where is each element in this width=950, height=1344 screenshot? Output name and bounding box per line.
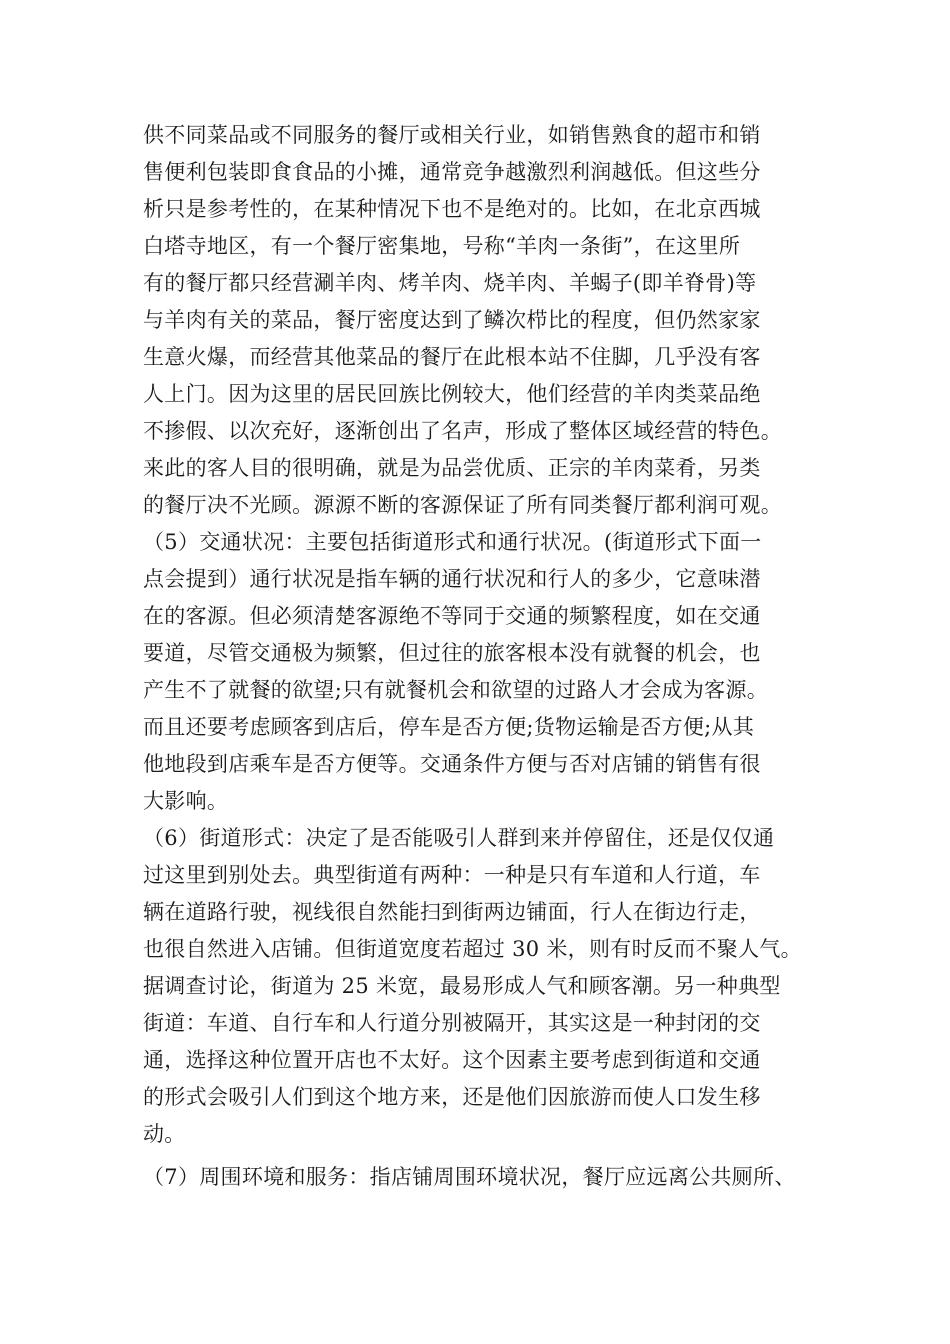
text-line: 通，选择这种位置开店也不太好。这个因素主要考虑到街道和交通: [143, 1048, 761, 1072]
text-line: 析只是参考性的，在某种情况下也不是绝对的。比如，在北京西城: [143, 197, 761, 221]
text-line: （7）周围环境和服务：指店铺周围环境状况，餐厅应远离公共厕所、: [143, 1165, 796, 1189]
text-line: 也很自然进入店铺。但街道宽度若超过 30 米，则有时反而不聚人气。: [143, 937, 802, 961]
text-line: 生意火爆，而经营其他菜品的餐厅在此根本站不住脚，几乎没有客: [143, 345, 761, 369]
text-line: （5）交通状况：主要包括街道形式和通行状况。(街道形式下面一: [143, 530, 762, 554]
text-line: 辆在道路行驶，视线很自然能扫到街两边铺面，行人在街边行走，: [143, 900, 761, 924]
text-line: 人上门。因为这里的居民回族比例较大，他们经营的羊肉类菜品绝: [143, 382, 761, 406]
text-line: 过这里到别处去。典型街道有两种：一种是只有车道和人行道，车: [143, 863, 761, 887]
text-line: 与羊肉有关的菜品，餐厅密度达到了鳞次栉比的程度，但仍然家家: [143, 308, 761, 332]
text-line: 有的餐厅都只经营涮羊肉、烤羊肉、烧羊肉、羊蝎子(即羊脊骨)等: [143, 271, 757, 295]
text-line: 供不同菜品或不同服务的餐厅或相关行业，如销售熟食的超市和销: [143, 123, 761, 147]
text-line: （6）街道形式：决定了是否能吸引人群到来并停留住，还是仅仅通: [143, 826, 775, 850]
text-line: 动。: [143, 1122, 186, 1146]
text-line: 售便利包装即食食品的小摊，通常竞争越激烈利润越低。但这些分: [143, 160, 761, 184]
text-line: 白塔寺地区，有一个餐厅密集地，号称“羊肉一条街”，在这里所: [143, 234, 741, 258]
text-line: 街道：车道、自行车和人行道分别被隔开，其实这是一种封闭的交: [143, 1011, 761, 1035]
text-line: 大影响。: [143, 789, 229, 813]
text-line: 而且还要考虑顾客到店后，停车是否方便;货物运输是否方便;从其: [143, 715, 755, 739]
text-line: 他地段到店乘车是否方便等。交通条件方便与否对店铺的销售有很: [143, 752, 761, 776]
text-line: 在的客源。但必须清楚客源绝不等同于交通的频繁程度，如在交通: [143, 604, 761, 628]
text-line: 的形式会吸引人们到这个地方来，还是他们因旅游而使人口发生移: [143, 1085, 761, 1109]
text-line: 来此的客人目的很明确，就是为品尝优质、正宗的羊肉菜肴，另类: [143, 456, 761, 480]
text-line: 的餐厅决不光顾。源源不断的客源保证了所有同类餐厅都利润可观。: [143, 493, 782, 517]
text-line: 点会提到）通行状况是指车辆的通行状况和行人的多少，它意味潜: [143, 567, 761, 591]
text-line: 产生不了就餐的欲望;只有就餐机会和欲望的过路人才会成为客源。: [143, 678, 769, 702]
text-line: 要道，尽管交通极为频繁，但过往的旅客根本没有就餐的机会，也: [143, 641, 761, 665]
text-line: 据调查讨论，街道为 25 米宽，最易形成人气和顾客潮。另一种典型: [143, 974, 781, 998]
text-line: 不掺假、以次充好，逐渐创出了名声，形成了整体区域经营的特色。: [143, 419, 782, 443]
